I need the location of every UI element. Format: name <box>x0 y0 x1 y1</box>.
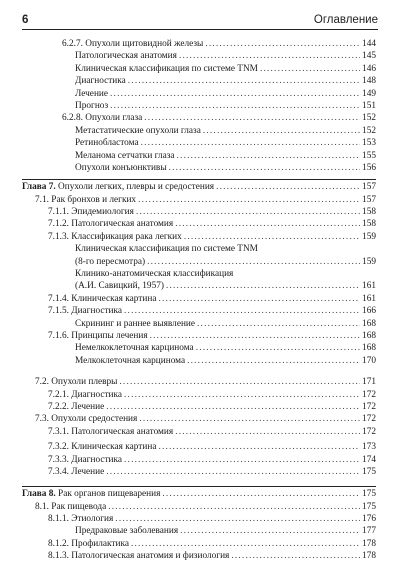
toc-entry-page: 178 <box>362 538 376 549</box>
toc-entry-page: 149 <box>362 88 376 99</box>
toc-entry-page: 166 <box>362 306 376 317</box>
chapter-page: 175 <box>362 489 376 500</box>
leader-dots <box>131 540 360 549</box>
toc-entry-page: 148 <box>362 76 376 87</box>
toc-group-8-1 <box>22 503 376 565</box>
toc-entry-page: 176 <box>362 514 376 525</box>
toc-entry-label: 6.2.7. Опухоли щитовидной железы <box>62 39 204 49</box>
toc-entry-label: Клиническая классификация по системе TNM <box>75 63 258 74</box>
toc-entry-label: Мелкоклеточная карцинома <box>75 355 186 366</box>
leader-dots <box>179 52 360 61</box>
toc-entry-label: 6.2.8. Опухоли глаза <box>62 113 143 124</box>
toc-entry-label: 7.3.4. Лечение <box>48 466 105 477</box>
leader-dots <box>124 391 360 400</box>
leader-dots <box>106 468 360 477</box>
leader-dots <box>139 415 360 424</box>
toc-entry[interactable] <box>22 415 376 427</box>
toc-entry-label: 7.1.3. Классификация рака легких <box>48 231 182 242</box>
toc-entry-label: Опухоли конъюнктивы <box>75 162 167 173</box>
toc-entry[interactable] <box>22 344 376 356</box>
leader-dots <box>141 139 360 148</box>
leader-dots <box>108 503 360 512</box>
leader-dots <box>180 527 360 536</box>
toc-entry-page: 158 <box>362 219 376 230</box>
toc-entry-page: 161 <box>362 293 376 304</box>
toc-entry-label: 7.2. Опухоли плевры <box>35 377 118 388</box>
leader-dots <box>169 164 360 173</box>
leader-dots <box>166 282 360 291</box>
toc-entry-label: 7.1.2. Патологическая анатомия <box>48 219 174 230</box>
leader-dots <box>231 552 360 561</box>
page-number: 6 <box>22 14 29 26</box>
leader-dots <box>128 77 360 86</box>
table-of-contents <box>22 40 376 565</box>
toc-entry-label: Меланома сетчатки глаза <box>75 150 175 161</box>
toc-entry-label: Скрининг и раннее выявление <box>75 318 196 329</box>
toc-entry-label: Немелкоклеточная карцинома <box>75 343 194 354</box>
toc-chapter-7[interactable] <box>22 183 376 195</box>
leader-dots <box>147 258 360 267</box>
running-title: Оглавление <box>313 14 378 26</box>
toc-entry-page: 178 <box>362 551 376 562</box>
toc-entry[interactable] <box>22 552 376 564</box>
chapter-divider <box>22 486 376 487</box>
toc-entry[interactable] <box>22 468 376 480</box>
toc-entry[interactable] <box>22 77 376 89</box>
toc-entry-page: 161 <box>362 281 376 292</box>
toc-entry-label: 8.1.3. Патологическая анатомия и физиология <box>48 551 230 562</box>
toc-entry-label: 7.1.4. Клиническая картина <box>48 293 157 304</box>
toc-entry-label: Лечение <box>75 88 109 99</box>
toc-entry[interactable] <box>22 164 376 176</box>
toc-entry-page: 157 <box>362 194 376 205</box>
toc-entry-page: 159 <box>362 256 376 267</box>
toc-entry-page: 146 <box>362 63 376 74</box>
toc-entry[interactable] <box>22 139 376 151</box>
leader-dots <box>124 456 360 465</box>
toc-entry-label: Ретинобластома <box>75 138 139 149</box>
toc-entry-label: Клиническая классификация по системе TNM <box>75 244 258 255</box>
leader-dots <box>150 332 360 341</box>
toc-entry-label: Диагностика <box>75 76 126 87</box>
toc-group-7-2 <box>22 378 376 440</box>
toc-entry-label: Метастатические опухоли глаза <box>75 125 201 136</box>
toc-entry-label: 8.1.1. Этиология <box>48 514 114 525</box>
toc-entry-label: 7.1. Рак бронхов и легких <box>35 194 137 205</box>
toc-entry-label: (А.И. Савицкий, 1957) <box>75 281 164 292</box>
leader-dots <box>110 102 360 111</box>
toc-entry-page: 168 <box>362 330 376 341</box>
toc-entry[interactable] <box>22 378 376 390</box>
toc-entry-label: 7.3.3. Диагностика <box>48 454 123 465</box>
header-rule <box>22 29 378 30</box>
leader-dots <box>136 208 360 217</box>
toc-entry-page: 152 <box>362 113 376 124</box>
toc-entry-page: 158 <box>362 207 376 218</box>
page-header <box>22 12 378 34</box>
leader-dots <box>124 307 360 316</box>
toc-entry-label: 8.1. Рак пищевода <box>35 501 107 512</box>
leader-dots <box>205 40 360 49</box>
toc-entry-label: Патологическая анатомия <box>75 51 177 62</box>
toc-entry-page: 171 <box>362 377 376 388</box>
toc-entry[interactable] <box>22 307 376 319</box>
toc-entry-page: 159 <box>362 231 376 242</box>
leader-dots <box>177 152 361 161</box>
toc-entry-label: 7.1.6. Принципы лечения <box>48 330 148 341</box>
toc-entry-label: (8-го пересмотра) <box>75 256 146 267</box>
toc-group-7-1 <box>22 196 376 369</box>
toc-entry-page: 155 <box>362 150 376 161</box>
chapter-prefix: Глава 8. <box>22 489 56 500</box>
toc-entry-page: 153 <box>362 138 376 149</box>
toc-entry-label: Прогноз <box>75 100 109 111</box>
leader-dots <box>197 320 360 329</box>
toc-entry[interactable] <box>22 245 376 257</box>
leader-dots <box>260 65 360 74</box>
toc-entry-page: 168 <box>362 318 376 329</box>
toc-entry-page: 174 <box>362 454 376 465</box>
leader-dots <box>162 490 360 499</box>
toc-chapter-8[interactable] <box>22 490 376 502</box>
toc-entry-label: 7.3. Опухоли средостения <box>35 414 138 425</box>
chapter-prefix: Глава 7. <box>22 182 56 193</box>
toc-entry-label: 7.3.1. Патологическая анатомия <box>48 426 174 437</box>
toc-entry[interactable] <box>22 220 376 232</box>
chapter-page: 157 <box>362 182 376 193</box>
chapter-divider <box>22 179 376 180</box>
toc-entry-page: 177 <box>362 526 376 537</box>
toc-entry-page: 173 <box>362 442 376 453</box>
toc-entry-page: 175 <box>362 501 376 512</box>
leader-dots <box>119 378 360 387</box>
toc-entry[interactable] <box>22 443 376 455</box>
toc-entry-label: 7.1.5. Диагностика <box>48 306 123 317</box>
toc-entry[interactable] <box>22 527 376 539</box>
leader-dots <box>110 90 360 99</box>
toc-entry-label: 8.1.2. Профилактика <box>48 538 129 549</box>
toc-entry-page: 151 <box>362 100 376 111</box>
toc-entry-page: 172 <box>362 426 376 437</box>
leader-dots <box>196 344 360 353</box>
toc-entry-page: 175 <box>362 466 376 477</box>
toc-entry[interactable] <box>22 282 376 294</box>
leader-dots <box>175 428 360 437</box>
toc-entry-label: Клинико-анатомическая классификация <box>75 269 234 280</box>
toc-entry[interactable] <box>22 357 376 369</box>
toc-entry[interactable] <box>22 52 376 64</box>
toc-group-6-2 <box>22 40 376 176</box>
toc-entry-page: 145 <box>362 51 376 62</box>
leader-dots <box>158 295 360 304</box>
toc-entry-page: 168 <box>362 343 376 354</box>
toc-entry-page: 170 <box>362 355 376 366</box>
leader-dots <box>184 233 360 242</box>
toc-entry-page: 172 <box>362 414 376 425</box>
toc-entry-page: 172 <box>362 389 376 400</box>
leader-dots <box>144 114 360 123</box>
toc-entry-page: 172 <box>362 401 376 412</box>
toc-entry-label: 7.1.1. Эпидемиология <box>48 207 134 218</box>
leader-dots <box>216 183 360 192</box>
toc-entry[interactable] <box>22 428 376 440</box>
leader-dots <box>106 403 360 412</box>
toc-entry-page: 144 <box>362 39 376 49</box>
toc-entry-page: 152 <box>362 125 376 136</box>
leader-dots <box>115 515 360 524</box>
toc-entry-label: 7.3.2. Клиническая картина <box>48 442 157 453</box>
toc-group-7-3 <box>22 443 376 480</box>
toc-entry-page: 156 <box>362 162 376 173</box>
toc-entry-label: 7.2.1. Диагностика <box>48 389 123 400</box>
toc-entry-label: Предраковые заболевания <box>75 526 179 537</box>
chapter-title: Рак органов пищеварения <box>58 489 161 500</box>
leader-dots <box>158 443 360 452</box>
leader-dots <box>187 357 360 366</box>
chapter-title: Опухоли легких, плевры и средостения <box>58 182 215 193</box>
toc-entry-label: 7.2.2. Лечение <box>48 401 105 412</box>
leader-dots <box>175 220 360 229</box>
leader-dots <box>203 127 360 136</box>
leader-dots <box>138 196 360 205</box>
toc-entry[interactable] <box>22 114 376 126</box>
